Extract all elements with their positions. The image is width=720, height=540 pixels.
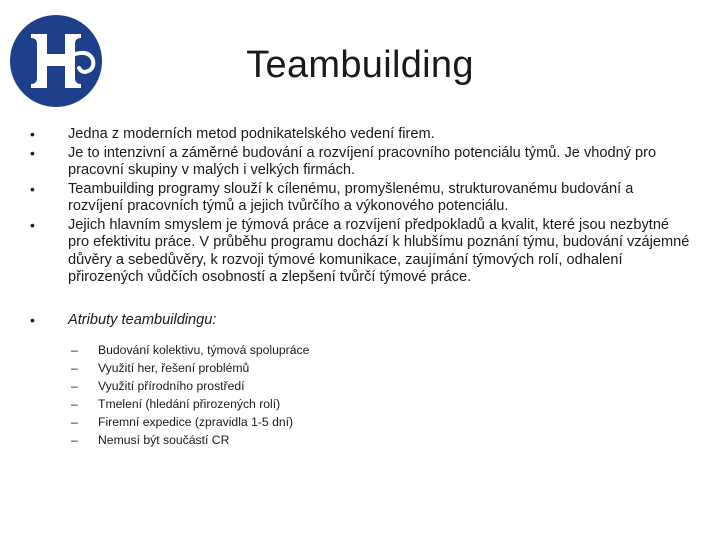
attribute-item — [65, 395, 687, 413]
slide-title: Teambuilding — [246, 44, 474, 86]
bullet-marker: • — [30, 144, 35, 161]
bullet-marker: • — [30, 311, 35, 328]
attributes-heading: Atributy teambuildingu: — [68, 311, 217, 328]
logo-icon — [9, 14, 103, 108]
attribute-text: Budování kolektivu, týmová spolupráce — [98, 343, 310, 357]
bullet-text: Jejich hlavním smyslem je týmová práce a rozvíjení předpokladů a kvalit, které jsou nezbytné pro efektivitu práce. V průběhu programu dochází k hlubšímu poznání týmu, budování vzájemné důvěry a sebedůvěry, k rozvoji týmové komunikace, zaujímání týmových rolí, odhalení přirozených vůdčích osobností a zlepšení tvůrčí týmové práce. — [68, 216, 690, 285]
attribute-item — [65, 431, 687, 449]
bullet-item — [30, 217, 690, 287]
dash-marker: – — [71, 433, 78, 447]
attributes-bullet — [30, 312, 690, 450]
bullet-item — [30, 126, 690, 144]
attribute-item — [65, 413, 687, 431]
attribute-item — [65, 377, 687, 395]
attribute-item — [65, 359, 687, 377]
bullet-list — [30, 126, 690, 450]
bullet-item — [30, 181, 690, 216]
attribute-item — [65, 341, 687, 359]
attribute-text: Využití her, řešení problémů — [98, 361, 250, 375]
dash-marker: – — [71, 415, 78, 429]
dash-marker: – — [71, 379, 78, 393]
dash-marker: – — [71, 343, 78, 357]
bullet-item — [30, 145, 690, 180]
attribute-text: Firemní expedice (zpravidla 1-5 dní) — [98, 415, 294, 429]
attribute-text: Tmelení (hledání přirozených rolí) — [98, 397, 281, 411]
attributes-list — [68, 341, 690, 449]
bullet-text: Teambuilding programy slouží k cílenému, promyšlenému, strukturovanému budování a rozvíjení pracovních týmů a jejich tvůrčího a výkonového potenciálu. — [68, 180, 634, 214]
bullet-marker: • — [30, 126, 35, 142]
attribute-text: Využití přírodního prostředí — [98, 379, 245, 393]
bullet-marker: • — [30, 216, 35, 233]
bullet-text: Je to intenzivní a záměrné budování a rozvíjení pracovního potenciálu týmů. Je vhodný pro pracovní skupiny v malých i velkých firmách. — [68, 144, 657, 178]
dash-marker: – — [71, 397, 78, 411]
bullet-text: Jedna z moderních metod podnikatelského vedení firem. — [68, 126, 435, 142]
bullet-marker: • — [30, 180, 35, 197]
dash-marker: – — [71, 361, 78, 375]
attribute-text: Nemusí být součástí CR — [98, 433, 230, 447]
